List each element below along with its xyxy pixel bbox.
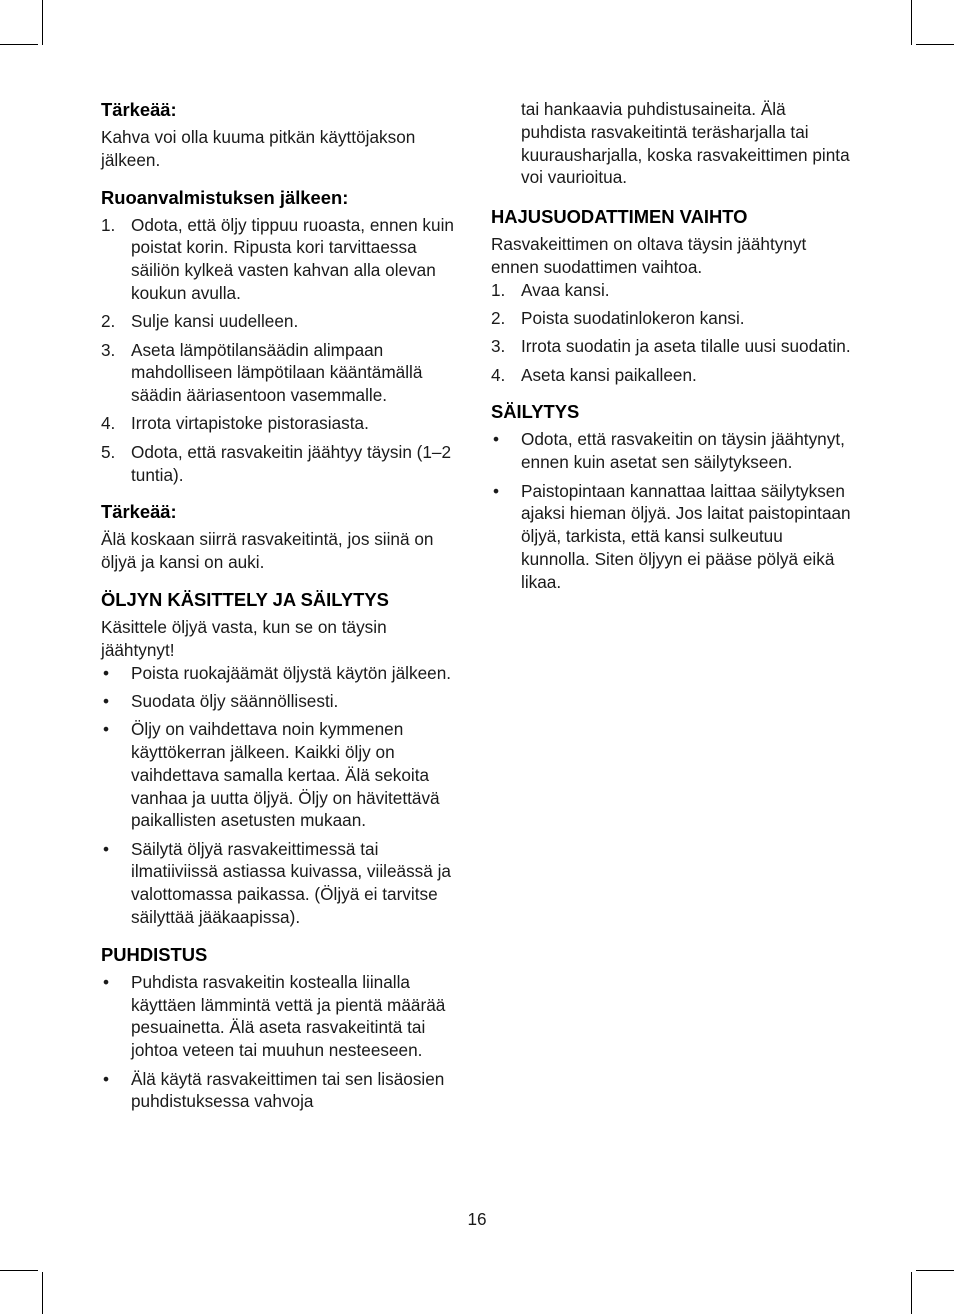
list-item-text: Sulje kansi uudelleen. <box>131 311 299 332</box>
list-item <box>491 364 853 387</box>
list-number: 1. <box>491 279 506 300</box>
list-number: 2. <box>101 311 116 332</box>
list-item <box>101 838 463 929</box>
list-item-text: Aseta kansi paikalleen. <box>521 364 697 385</box>
list-item-text: Avaa kansi. <box>521 279 610 300</box>
bullet: • <box>103 719 110 740</box>
crop-mark <box>0 44 38 45</box>
list-number: 4. <box>101 413 116 434</box>
list-item <box>101 310 463 333</box>
list-item-text: Odota, että rasvakeitin jäähtyy täysin (1–2 tuntia). <box>131 441 452 485</box>
important-note-handle <box>101 98 463 172</box>
numbered-list <box>101 214 463 487</box>
list-item <box>491 307 853 330</box>
list-number: 3. <box>101 339 116 360</box>
bullet-list <box>101 971 463 1113</box>
list-item-text: Suodata öljy säännöllisesti. <box>131 690 339 711</box>
list-item-text: Odota, että rasvakeitin on täysin jäähtynyt, ennen kuin asetat sen säilytykseen. <box>521 429 845 473</box>
list-item-text: Säilytä öljyä rasvakeittimessä tai ilmatiiviissä astiassa kuivassa, viileässä ja valottomassa paikassa. (Öljyä ei tarvitse säilyttää jääkaapissa). <box>131 838 451 928</box>
list-number: 1. <box>101 214 116 235</box>
paragraph: Älä koskaan siirrä rasvakeitintä, jos siinä on öljyä ja kansi on auki. <box>101 529 434 573</box>
page-number: 16 <box>467 1209 487 1229</box>
bullet: • <box>103 1068 110 1089</box>
section-heading: ÖLJYN KÄSITTELY JA SÄILYTYS <box>101 588 389 610</box>
section-heading: SÄILYTYS <box>491 401 580 423</box>
list-item <box>101 339 463 407</box>
important-note-moving <box>101 500 463 574</box>
crop-mark <box>916 44 954 45</box>
section-heading: PUHDISTUS <box>101 943 208 965</box>
bullet: • <box>103 690 110 711</box>
crop-mark <box>911 0 912 45</box>
bullet: • <box>493 429 500 450</box>
list-item-text: Odota, että öljy tippuu ruoasta, ennen kuin poistat korin. Ripusta kori tarvittaessa säiliön kylkeä vasten kahvan alla olevan koukun avulla. <box>131 214 454 303</box>
list-number: 3. <box>491 336 506 357</box>
numbered-list <box>491 279 853 387</box>
list-item <box>101 214 463 305</box>
list-item-text: Irrota suodatin ja aseta tilalle uusi suodatin. <box>521 336 851 357</box>
bullet-list <box>101 662 463 929</box>
crop-mark <box>916 1270 954 1271</box>
list-item-text: Paistopintaan kannattaa laittaa säilytyksen ajaksi hieman öljyä. Jos laitat paistopintaan öljyä, tarkista, että kansi sulkeutuu kunnolla. Siten öljyyn ei pääse pölyä eikä likaa. <box>521 480 851 592</box>
bullet: • <box>103 971 110 992</box>
list-item-text: Poista ruokajäämät öljystä käytön jälkeen. <box>131 662 452 683</box>
list-number: 4. <box>491 364 506 385</box>
section-filter-change <box>491 205 853 386</box>
section-heading: Tärkeää: <box>101 501 177 523</box>
list-item <box>491 428 853 474</box>
list-number: 2. <box>491 308 506 329</box>
list-item <box>101 690 463 713</box>
list-item-text: Puhdista rasvakeitin kostealla liinalla käyttäen lämmintä vettä ja pientä määrää pesuainetta. Älä aseta rasvakeitintä tai johtoa veteen tai muuhun nesteeseen. <box>131 971 446 1061</box>
section-cleaning <box>101 943 463 1113</box>
section-after-cooking <box>101 186 463 487</box>
list-item <box>101 412 463 435</box>
left-column <box>101 98 463 1127</box>
section-heading: Tärkeää: <box>101 99 177 120</box>
list-item <box>491 335 853 358</box>
paragraph: Rasvakeittimen on oltava täysin jäähtynyt ennen suodattimen vaihtoa. <box>491 234 807 277</box>
list-item-text: Öljy on vaihdettava noin kymmenen käyttökerran jälkeen. Kaikki öljy on vaihdettava samalla kertaa. Älä sekoita vanhaa ja uutta öljyä. Öljy on hävitettävä paikallisten asetusten mukaan. <box>131 719 440 831</box>
bullet: • <box>103 838 110 859</box>
right-column <box>491 98 853 608</box>
section-storage <box>491 400 853 593</box>
crop-mark <box>42 0 43 45</box>
section-heading: Ruoanvalmistuksen jälkeen: <box>101 186 349 208</box>
cleaning-continued-text: tai hankaavia puhdistusaineita. Älä puhdista rasvakeitintä teräsharjalla tai kuurausharjalla, koska rasvakeittimen pinta voi vaurioitua. <box>521 99 850 188</box>
section-oil-handling <box>101 588 463 929</box>
list-item <box>101 662 463 685</box>
crop-mark <box>42 1272 43 1314</box>
bullet: • <box>493 480 500 501</box>
section-heading: HAJUSUODATTIMEN VAIHTO <box>491 206 748 228</box>
list-item-text: Älä käytä rasvakeittimen tai sen lisäosien puhdistuksessa vahvoja <box>131 1068 445 1112</box>
list-item <box>101 441 463 487</box>
list-item <box>101 1068 463 1114</box>
list-item-text: Irrota virtapistoke pistorasiasta. <box>131 413 369 434</box>
list-item <box>101 971 463 1062</box>
list-item-text: Aseta lämpötilansäädin alimpaan mahdolliseen lämpötilaan kääntämällä säädin ääriasentoon vasemmalle. <box>131 339 423 406</box>
paragraph: Käsittele öljyä vasta, kun se on täysin jäähtynyt! <box>101 616 387 660</box>
bullet: • <box>103 662 110 683</box>
paragraph: Kahva voi olla kuuma pitkän käyttöjakson jälkeen. <box>101 127 416 170</box>
list-item-text: Poista suodatinlokeron kansi. <box>521 308 745 329</box>
crop-mark <box>0 1270 38 1271</box>
list-item <box>101 718 463 832</box>
bullet-list <box>491 428 853 593</box>
list-number: 5. <box>101 441 116 462</box>
list-item <box>491 480 853 594</box>
list-item <box>491 279 853 302</box>
crop-mark <box>911 1272 912 1314</box>
